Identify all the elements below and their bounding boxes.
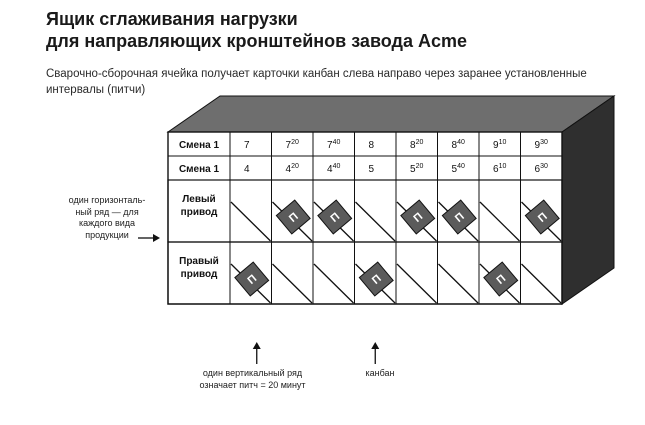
shift-label: Смена 1 [178,164,220,175]
heijunka-grid [168,132,562,304]
arrow-head [253,342,261,349]
kanban-card-letter: П [328,210,343,225]
time-hour: 6 [493,164,499,175]
kanban-card-letter: П [287,210,301,225]
time-hour: 7 [285,140,292,151]
pitch-callout-line-2: означает питч = 20 минут [199,380,306,390]
time-value [244,164,250,175]
time-minutes: 40 [457,139,465,146]
time-minutes: 10 [498,139,507,146]
pitch-callout [175,367,330,391]
time-hour: 4 [285,164,292,175]
time-hour: 5 [410,164,416,175]
time-minutes: 40 [332,139,341,146]
time-hour: 4 [327,164,333,175]
time-hour: 8 [410,140,416,151]
kanban-card-letter: П [411,210,426,225]
arrow-head [371,342,379,349]
time-minutes: 10 [498,163,507,170]
time-value [244,140,250,151]
time-minutes: 20 [415,163,424,170]
left-note-line-1: один горизонталь- [68,195,146,205]
title-line-1: Ящик сглаживания нагрузки [46,9,298,29]
kanban-card-letter: П [370,272,384,287]
title-line-2: для направляющих кронштейнов завода Acme [46,31,467,51]
left-note-line-4: продукции [85,229,129,240]
shift-label: Смена 1 [178,140,220,151]
kanban-callout [355,367,405,379]
time-hour: 5 [451,164,458,175]
kanban-card-letter: П [453,210,467,225]
time-hour: 4 [244,164,250,175]
time-hour: 6 [534,164,541,175]
time-hour: 9 [534,140,541,151]
time-hour: 8 [451,140,458,151]
product-label-line-1: Правый [179,256,219,267]
time-hour: 8 [368,140,375,151]
time-hour: 9 [493,140,499,151]
product-label-line-1: Левый [182,194,216,205]
product-label-line-2: привод [180,207,218,218]
box-top-face [168,96,614,132]
subtitle-line-1: Сварочно-сборочная ячейка получает карточки канбан слева направо через заранее установленные [46,68,587,80]
kanban-card-letter: П [536,210,550,225]
time-minutes: 20 [291,139,299,146]
kanban-card-letter: П [494,272,509,287]
time-minutes: 40 [457,163,465,170]
pitch-callout-line-1: один вертикальный ряд [202,368,303,378]
time-value [369,164,375,175]
subtitle-line-2: интервалы (питчи) [46,84,146,96]
left-note-line-3: каждого вида [78,218,136,228]
box-side-face [562,96,614,304]
time-minutes: 40 [332,163,341,170]
time-minutes: 20 [291,163,299,170]
time-minutes: 30 [540,139,548,146]
time-hour: 7 [244,140,250,151]
time-hour: 5 [368,164,375,175]
kanban-callout-line-1: канбан [365,368,395,378]
time-minutes: 30 [540,163,548,170]
time-minutes: 20 [415,139,424,146]
time-hour: 7 [327,140,333,151]
kanban-card-letter: П [245,272,260,287]
left-note-line-2: ный ряд — для [75,206,139,217]
product-label-line-2: привод [180,269,218,280]
time-value [369,140,375,151]
left-note [52,195,162,241]
